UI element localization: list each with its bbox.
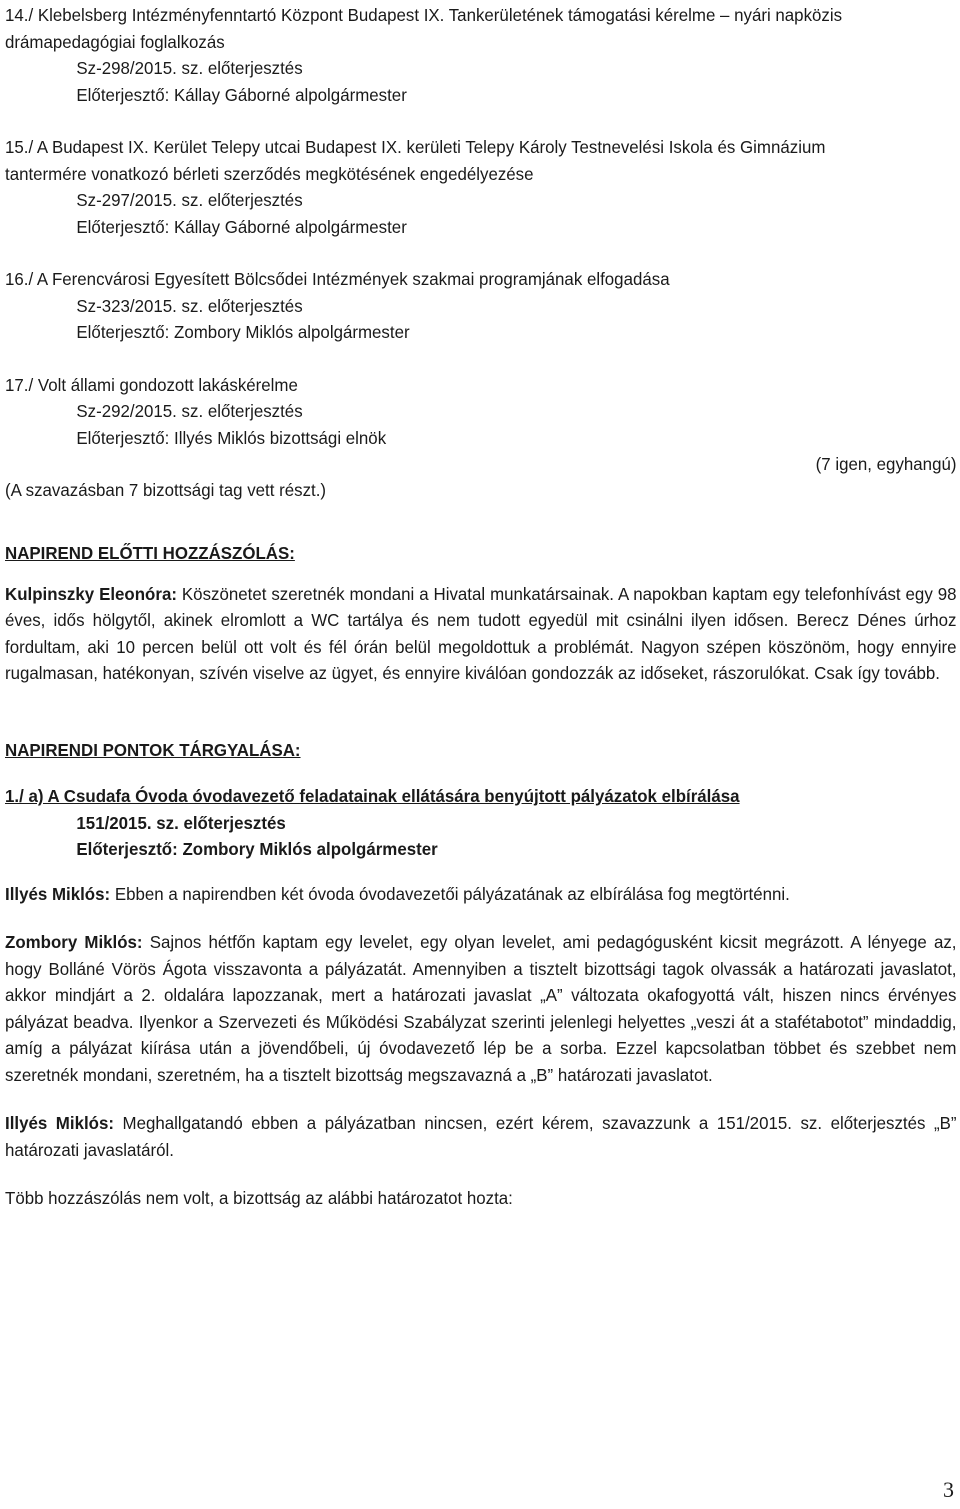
closing-statement: Több hozzászólás nem volt, a bizottság az alábbi határozatot hozta: bbox=[5, 1188, 513, 1208]
comment-text: Köszönetet szeretnék mondani a Hivatal munkatársainak. A napokban kaptam egy telefonhívást egy 98 éves, idős hölgytől, akinek elromlott a WC tartálya és nem tudott egyedül mit csinálni ilyen idősen. Berecz Dénes úrhoz fordultam, aki 10 percen belül ott volt és fél órán belül megoldottuk a problémát. Nagyon szépen köszönöm, hogy ennyire rugalmasan, hatékonyan, szívén viselve az ügyet, és ennyire kiválóan gondozzák az időseket, rászorulókat. Csak így tovább. bbox=[5, 583, 957, 683]
speaker-name: Illyés Miklós: bbox=[5, 883, 111, 904]
agenda-item-title-text: 1./ a) A Csudafa Óvoda óvodavezető feladatainak ellátására benyújtott pályázatok elbírálása bbox=[5, 786, 740, 806]
comment-text: Sajnos hétfőn kaptam egy levelet, egy olyan levelet, ami pedagógusként kicsit megrázott. A lényege az, hogy Bolláné Vörös Ágota visszavonta a pályázatát. Amennyiben a tisztelt bizottsági tagok olvassák a határozati javaslatot, akkor mindjárt a 2. oldalára lapozzanak, mert a határozati javaslat „A” változata okafogyottá vált, hiszen nincs érvényes pályázat beadva. Ilyenkor a Szervezeti és Működési Szabályzat szerinti jelenlegi helyettes „veszi át a stafétabotot” mindaddig, amíg a pályázat kiírása után a jövendőbeli, új óvodavezető lép be a sorba. Ezzel kapcsolatban többet és szebbet nem szeretnék mondani, szeretném, ha a tisztelt bizottság megszavazná a „B” határozati javaslatot. bbox=[5, 932, 957, 1085]
pre-agenda-heading: NAPIREND ELŐTTI HOZZÁSZÓLÁS: bbox=[5, 543, 295, 563]
item-title-continued: drámapedagógiai foglalkozás bbox=[5, 31, 225, 52]
comment-paragraph bbox=[5, 881, 956, 908]
page-number: 3 bbox=[943, 1477, 954, 1502]
item-title: 14./ Klebelsberg Intézményfenntartó Központ Budapest IX. Tankerületének támogatási kérelme – nyári napközis bbox=[5, 5, 843, 25]
item-presenter: Előterjesztő: Kállay Gáborné alpolgármester bbox=[76, 84, 407, 105]
comment-paragraph bbox=[5, 1110, 956, 1163]
item-presenter: Előterjesztő: Zombory Miklós alpolgármester bbox=[76, 322, 410, 342]
pre-agenda-comment bbox=[5, 581, 956, 687]
speaker-name: Zombory Miklós: bbox=[5, 932, 143, 952]
pre-agenda-section bbox=[5, 540, 956, 687]
agenda-item-17 bbox=[5, 372, 956, 452]
agenda-heading: NAPIRENDI PONTOK TÁRGYALÁSA: bbox=[5, 739, 301, 760]
vote-result: (7 igen, egyhangú) bbox=[815, 454, 957, 474]
comment-paragraph bbox=[5, 929, 956, 1088]
document-page bbox=[5, 2, 956, 1212]
agenda-section bbox=[5, 737, 956, 1212]
item-number: Sz-298/2015. sz. előterjesztés bbox=[76, 58, 303, 78]
vote-participants: (A szavazásban 7 bizottsági tag vett részt.) bbox=[5, 480, 327, 500]
agenda-item-presenter: Előterjesztő: Zombory Miklós alpolgármester bbox=[76, 839, 438, 859]
speaker-name: Kulpinszky Eleonóra: bbox=[5, 583, 177, 604]
comment-text: Meghallgatandó ebben a pályázatban nincsen, ezért kérem, szavazzunk a 151/2015. sz. előterjesztés „B” határozati javaslatáról. bbox=[5, 1113, 957, 1160]
item-title: 17./ Volt állami gondozott lakáskérelme bbox=[5, 374, 298, 395]
comment-text: Ebben a napirendben két óvoda óvodavezetői pályázatának az elbírálása fog megtörténni. bbox=[114, 883, 790, 904]
agenda-item-16 bbox=[5, 266, 956, 346]
item-number: Sz-323/2015. sz. előterjesztés bbox=[76, 295, 303, 316]
agenda-item-14 bbox=[5, 2, 956, 108]
agenda-item-number: 151/2015. sz. előterjesztés bbox=[76, 812, 286, 833]
item-presenter: Előterjesztő: Kállay Gáborné alpolgármester bbox=[76, 216, 407, 237]
agenda-item-title bbox=[5, 783, 956, 810]
speaker-name: Illyés Miklós: bbox=[5, 1113, 114, 1133]
vote-summary bbox=[5, 451, 956, 504]
item-presenter: Előterjesztő: Illyés Miklós bizottsági elnök bbox=[76, 427, 387, 448]
item-title-continued: tantermére vonatkozó bérleti szerződés megkötésének engedélyezése bbox=[5, 163, 534, 184]
item-number: Sz-297/2015. sz. előterjesztés bbox=[76, 190, 303, 210]
item-title: 16./ A Ferencvárosi Egyesített Bölcsődei Intézmények szakmai programjának elfogadása bbox=[5, 269, 670, 289]
item-number: Sz-292/2015. sz. előterjesztés bbox=[76, 401, 303, 421]
item-title: 15./ A Budapest IX. Kerület Telepy utcai Budapest IX. kerületi Telepy Károly Testnevelési Iskola és Gimnázium bbox=[5, 137, 826, 157]
agenda-item-15 bbox=[5, 134, 956, 240]
